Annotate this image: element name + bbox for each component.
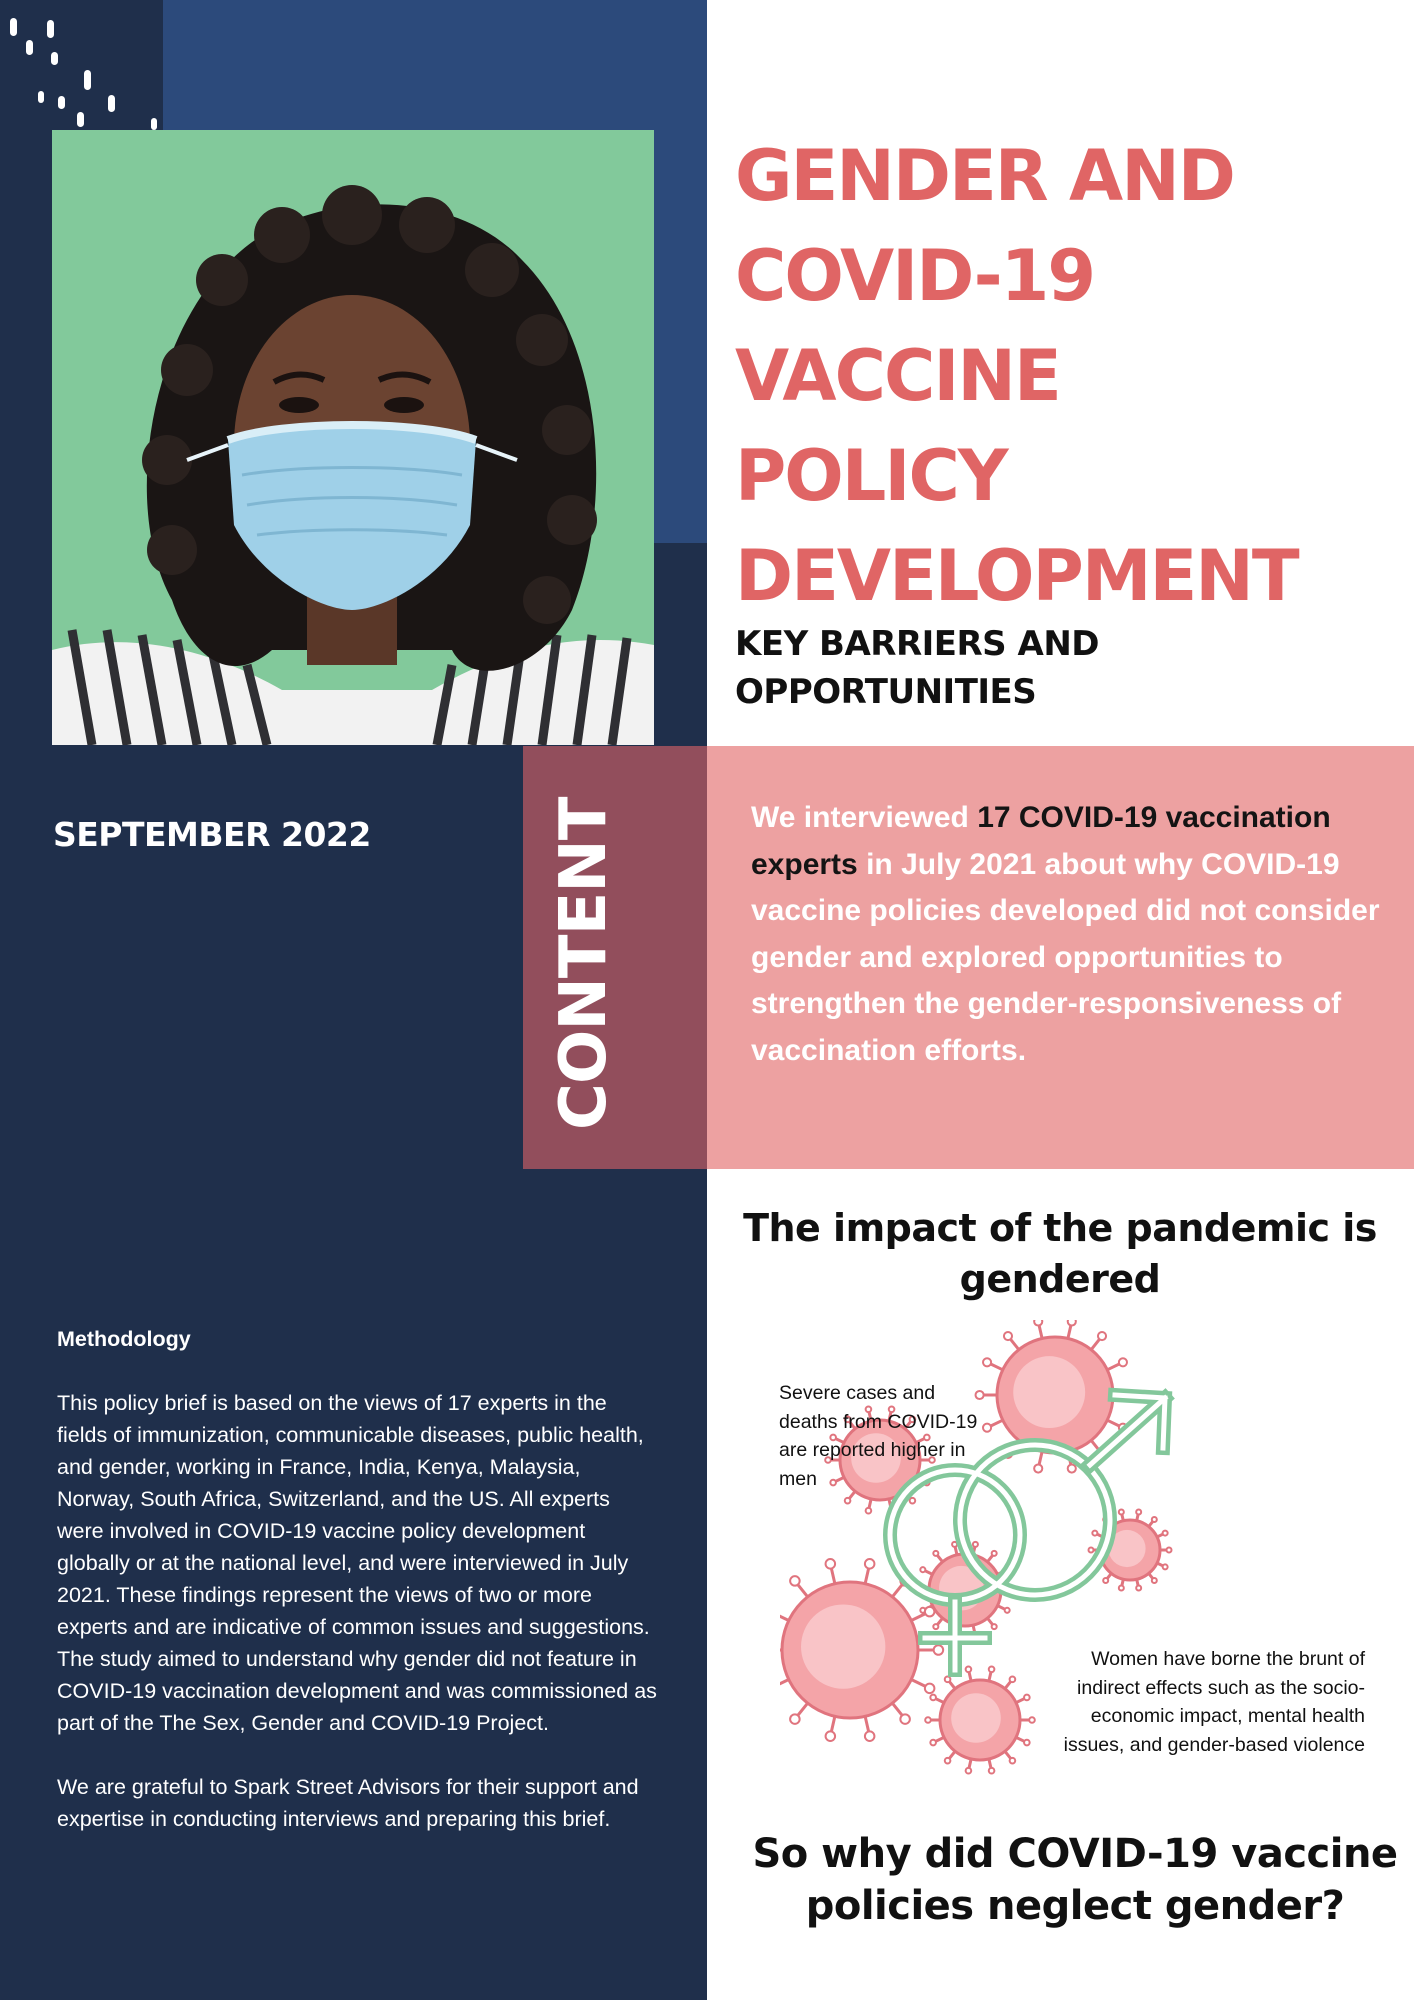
methodology-section xyxy=(57,1323,657,1867)
subtitle-line: OPPORTUNITIES xyxy=(735,672,1037,712)
page-subtitle xyxy=(735,620,1375,716)
intro-text xyxy=(751,795,1391,1074)
intro-text-start: We interviewed xyxy=(751,801,978,834)
person-with-face-mask-photo xyxy=(52,130,654,745)
methodology-heading: Methodology xyxy=(57,1327,191,1351)
women-impact-note: Women have borne the brunt of indirect effects such as the socio-economic impact, mental health issues, and gender-based violence xyxy=(1063,1648,1365,1756)
page-title xyxy=(735,126,1405,626)
impact-heading: The impact of the pandemic is gendered xyxy=(743,1206,1377,1301)
title-line: COVID-19 xyxy=(735,235,1095,317)
intro-text-end: in July 2021 about why COVID-19 vaccine policies developed did not consider gender and explored opportunities to strengthen the gender-responsiveness of vaccination efforts. xyxy=(751,847,1380,1067)
title-line: DEVELOPMENT xyxy=(735,535,1298,617)
title-line: GENDER AND xyxy=(735,135,1234,217)
virus-icon xyxy=(925,1667,1035,1774)
publication-date: SEPTEMBER 2022 xyxy=(53,815,371,854)
intro-highlight: 17 COVID-19 vaccination experts xyxy=(751,801,1331,881)
photo-frame xyxy=(52,130,654,745)
content-section-label: CONTENT xyxy=(547,797,621,1130)
subtitle-line: KEY BARRIERS AND xyxy=(735,624,1099,664)
title-line: POLICY xyxy=(735,435,1007,517)
acknowledgement-text: We are grateful to Spark Street Advisors for their support and expertise in conducting interviews and preparing this brief. xyxy=(57,1775,639,1831)
title-line: VACCINE xyxy=(735,335,1060,417)
closing-question: So why did COVID-19 vaccine policies neglect gender? xyxy=(752,1831,1398,1929)
methodology-body: This policy brief is based on the views of 17 experts in the fields of immunization, communicable diseases, public health, and gender, working in France, India, Kenya, Malaysia, Norway, South Africa, Switzerland, and the US. All experts were involved in COVID-19 vaccine policy development globally or at the national level, and were interviewed in July 2021. These findings represent the views of two or more experts and are indicative of common issues and suggestions. The study aimed to understand why gender did not feature in COVID-19 vaccination development and was commissioned as part of the The Sex, Gender and COVID-19 Project. xyxy=(57,1391,657,1735)
men-severity-note: Severe cases and deaths from COVID-19 are reported higher in men xyxy=(779,1382,978,1490)
